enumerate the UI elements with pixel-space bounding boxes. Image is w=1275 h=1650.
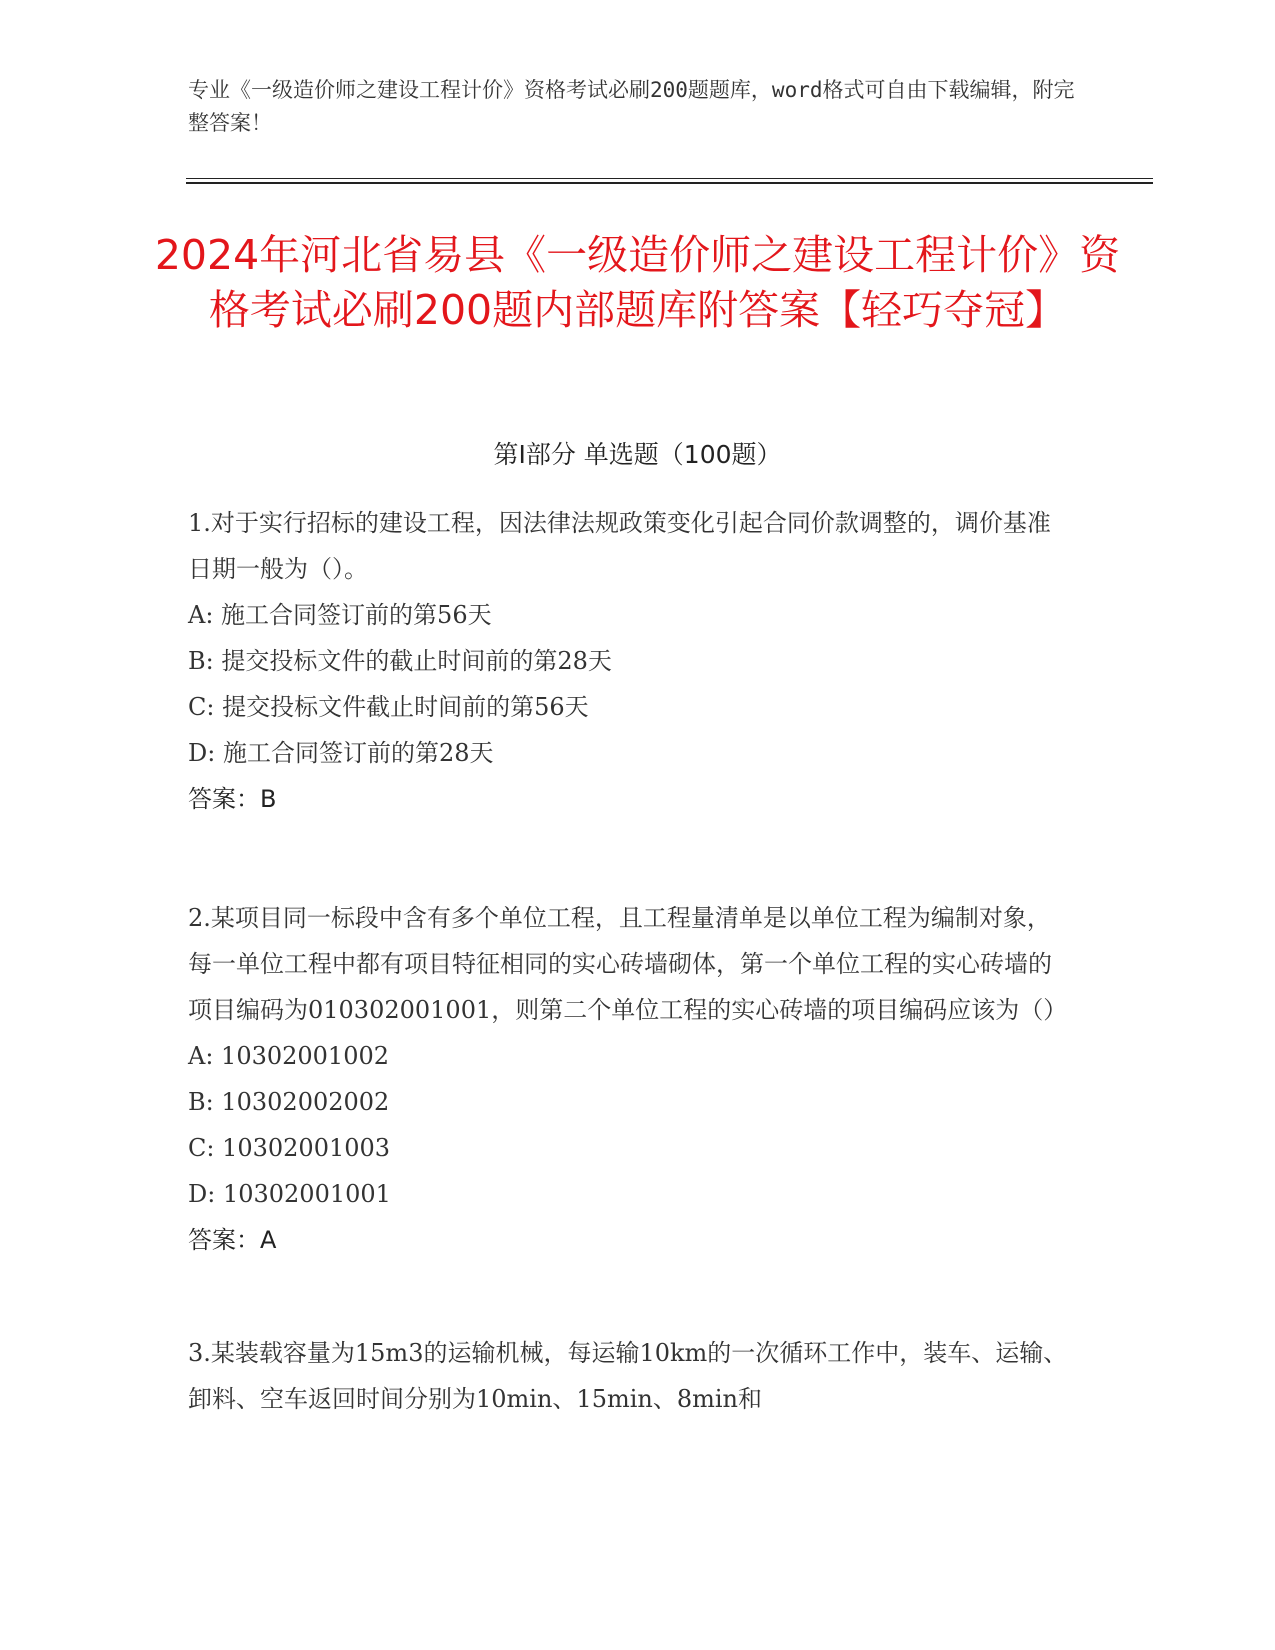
section-title: 第I部分 单选题（100题） — [493, 440, 782, 469]
option-d: D: 施工合同签订前的第28天 — [188, 739, 494, 767]
answer-value: A — [260, 1226, 277, 1254]
option-a: A: 10302001002 — [188, 1042, 390, 1070]
answer-label: 答案： — [188, 1226, 260, 1254]
question-3 — [188, 1330, 1068, 1422]
header-note: 专业《一级造价师之建设工程计价》资格考试必刷200题题库，word格式可自由下载编辑，附完整答案！ — [188, 78, 1075, 135]
option-c: C: 提交投标文件截止时间前的第56天 — [188, 693, 589, 721]
question-stem: 3.某装载容量为15m3的运输机械，每运输10km的一次循环工作中，装车、运输、卸料、空车返回时间分别为10min、15min、8min和 — [188, 1339, 1068, 1413]
answer-value: B — [260, 785, 277, 813]
header-divider-thick — [186, 182, 1153, 184]
answer-label: 答案： — [188, 785, 260, 813]
document-title: 2024年河北省易县《一级造价师之建设工程计价》资格考试必刷200题内部题库附答案【轻巧夺冠】 — [154, 231, 1121, 334]
option-c: C: 10302001003 — [188, 1134, 391, 1162]
question-stem: 2.某项目同一标段中含有多个单位工程，且工程量清单是以单位工程为编制对象，每一单位工程中都有项目特征相同的实心砖墙砌体，第一个单位工程的实心砖墙的项目编码为010302001001，则第二个单位工程的实心砖墙的项目编码应该为（） — [188, 904, 1068, 1024]
option-b: B: 提交投标文件的截止时间前的第28天 — [188, 647, 612, 675]
answer-line — [188, 776, 1068, 822]
option-d: D: 10302001001 — [188, 1180, 391, 1208]
option-b: B: 10302002002 — [188, 1088, 390, 1116]
question-stem: 1.对于实行招标的建设工程，因法律法规政策变化引起合同价款调整的，调价基准日期一般为（）。 — [188, 509, 1051, 583]
question-1 — [188, 500, 1068, 822]
option-a: A: 施工合同签订前的第56天 — [188, 601, 492, 629]
question-2 — [188, 895, 1068, 1263]
answer-line — [188, 1217, 1068, 1263]
header-divider-thin — [186, 178, 1153, 179]
